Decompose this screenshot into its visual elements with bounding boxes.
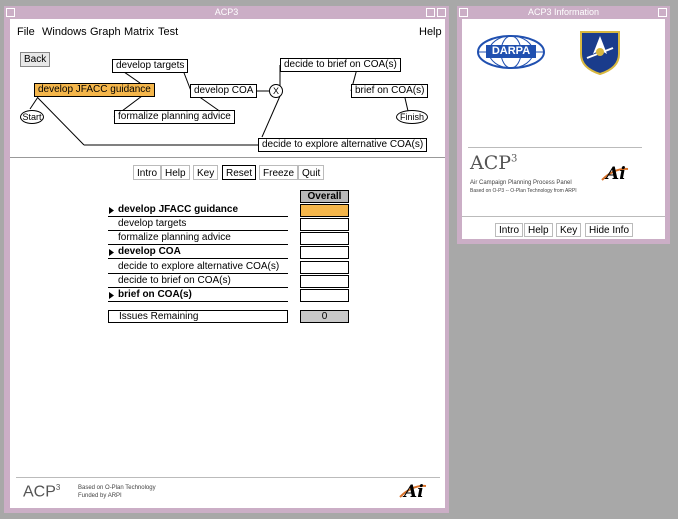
status-cell[interactable] bbox=[300, 289, 349, 302]
info-key-button[interactable]: Key bbox=[556, 223, 581, 237]
node-decide-brief[interactable]: decide to brief on COA(s) bbox=[280, 58, 401, 72]
menu-matrix[interactable]: Matrix bbox=[124, 26, 154, 38]
footer-acp-logo bbox=[23, 483, 60, 501]
menu-test[interactable]: Test bbox=[158, 26, 179, 38]
matrix-overall-header: Overall bbox=[300, 190, 349, 203]
footer-ai-logo bbox=[398, 480, 428, 502]
matrix-row-develop-targets[interactable]: develop targets bbox=[108, 218, 288, 231]
info-acp-text: ACP bbox=[470, 152, 512, 174]
help-button[interactable]: Help bbox=[161, 165, 190, 180]
darpa-logo-text: DARPA bbox=[491, 45, 531, 57]
acp-logo-text: ACP bbox=[23, 483, 56, 501]
footer-credit-line1: Based on O-Plan Technology bbox=[78, 485, 156, 491]
issues-remaining-value: 0 bbox=[300, 310, 349, 323]
status-cell[interactable] bbox=[300, 232, 349, 245]
edge-start-jfacc bbox=[30, 97, 38, 109]
status-cell[interactable] bbox=[300, 218, 349, 231]
info-bottom-divider bbox=[462, 216, 665, 217]
darpa-logo bbox=[476, 34, 546, 70]
node-start[interactable]: Start bbox=[20, 110, 44, 124]
acp-logo-sup: 3 bbox=[55, 483, 61, 492]
menu-graph[interactable]: Graph bbox=[90, 26, 121, 38]
footer-divider bbox=[16, 477, 440, 478]
window-minimize-button[interactable] bbox=[6, 8, 15, 17]
edge-explore-jfacc-b bbox=[38, 98, 84, 145]
matrix-row-decide-explore[interactable]: decide to explore alternative COA(s) bbox=[108, 261, 288, 274]
info-ai-logo bbox=[600, 162, 630, 186]
info-subtitle: Air Campaign Planning Process Panel bbox=[470, 180, 572, 186]
menu-file[interactable]: File bbox=[17, 26, 35, 38]
matrix-row-decide-brief[interactable]: decide to brief on COA(s) bbox=[108, 275, 288, 288]
status-cell[interactable] bbox=[300, 246, 349, 259]
node-develop-coa[interactable]: develop COA bbox=[190, 84, 257, 98]
edge-x-explore bbox=[262, 96, 280, 137]
status-cell[interactable] bbox=[300, 275, 349, 288]
window-maximize-button[interactable] bbox=[437, 8, 446, 17]
matrix-row-brief-coa[interactable]: brief on COA(s) bbox=[108, 289, 288, 302]
issues-remaining-label: Issues Remaining bbox=[108, 310, 288, 323]
info-acp-title bbox=[470, 152, 517, 174]
freeze-button[interactable]: Freeze bbox=[259, 165, 298, 180]
hide-info-button[interactable]: Hide Info bbox=[585, 223, 633, 237]
main-window-title: ACP3 bbox=[214, 7, 239, 17]
node-develop-targets[interactable]: develop targets bbox=[112, 59, 188, 73]
window-maximize-button[interactable] bbox=[658, 8, 667, 17]
node-formalize-advice[interactable]: formalize planning advice bbox=[114, 110, 235, 124]
info-help-button[interactable]: Help bbox=[524, 223, 553, 237]
info-divider bbox=[468, 147, 642, 148]
expand-triangle-icon bbox=[109, 292, 114, 299]
node-develop-jfacc[interactable]: develop JFACC guidance bbox=[34, 83, 155, 97]
expand-icons bbox=[108, 204, 118, 324]
ai-logo-text: Ai bbox=[404, 482, 424, 502]
matrix-row-develop-jfacc[interactable]: develop JFACC guidance bbox=[108, 204, 288, 217]
menu-windows[interactable]: Windows bbox=[42, 26, 87, 38]
window-iconify-button[interactable] bbox=[426, 8, 435, 17]
expand-triangle-icon bbox=[109, 207, 114, 214]
reset-button[interactable]: Reset bbox=[222, 165, 256, 180]
node-finish[interactable]: Finish bbox=[396, 110, 428, 124]
matrix-row-formalize-advice[interactable]: formalize planning advice bbox=[108, 232, 288, 245]
key-button[interactable]: Key bbox=[193, 165, 218, 180]
info-acp-sup: 3 bbox=[511, 153, 518, 165]
info-intro-button[interactable]: Intro bbox=[495, 223, 523, 237]
matrix-row-develop-coa[interactable]: develop COA bbox=[108, 246, 288, 259]
info-subtitle2: Based on O-P3 -- O-Plan Technology from ARPI bbox=[470, 188, 577, 194]
node-brief-coa[interactable]: brief on COA(s) bbox=[351, 84, 428, 98]
node-x-junction[interactable]: X bbox=[269, 84, 283, 98]
menu-help[interactable]: Help bbox=[419, 26, 442, 38]
intro-button[interactable]: Intro bbox=[133, 165, 161, 180]
node-decide-explore[interactable]: decide to explore alternative COA(s) bbox=[258, 138, 427, 152]
status-cell-develop-jfacc[interactable] bbox=[300, 204, 349, 217]
info-window-title: ACP3 Information bbox=[527, 7, 600, 17]
panel-divider bbox=[10, 157, 445, 158]
info-ai-logo-text: Ai bbox=[606, 164, 626, 184]
air-force-emblem-icon bbox=[575, 28, 625, 76]
status-cell[interactable] bbox=[300, 261, 349, 274]
footer-credit-line2: Funded by ARPI bbox=[78, 493, 122, 499]
graph-panel bbox=[16, 46, 440, 156]
back-button[interactable]: Back bbox=[20, 52, 50, 67]
edge-brief-finish bbox=[405, 98, 408, 111]
quit-button[interactable]: Quit bbox=[298, 165, 324, 180]
window-minimize-button[interactable] bbox=[459, 8, 468, 17]
expand-triangle-icon bbox=[109, 249, 114, 256]
